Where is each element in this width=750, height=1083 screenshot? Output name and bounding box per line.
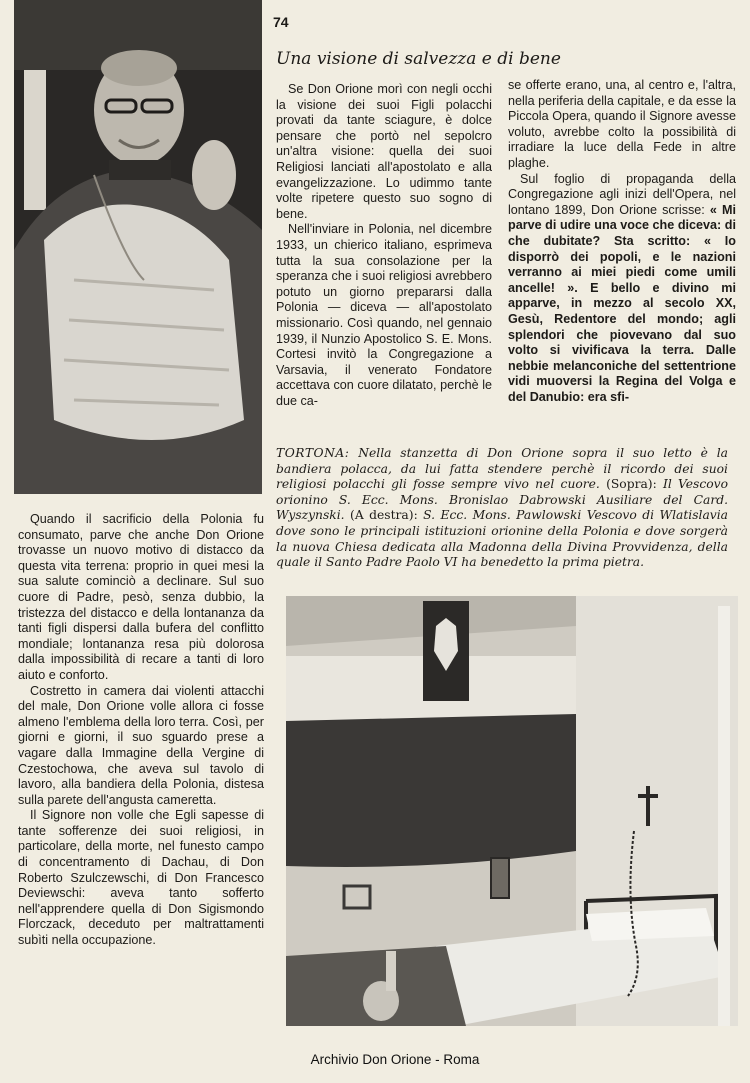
caption-text: Il Vescovo orionino S. Ecc. Mons. Bronislao Dabrowski Ausiliare del Card. Wyszynski. [276, 477, 728, 523]
quote-text: « Mi parve di udire una voce che diceva: di che dubitate? Sta scritto: « Io disporrò dei popoli, e le nazioni verranno ai miei piedi come umili ancelle! ». E bello e divino mi apparve, in mezzo al secolo XX, Gesù, Redentore del mondo; agli splendori che piovevano dal suo volto si vivificava la terra. Dalle nebbie melanconiche del settentrione vidi muoversi la Regina del Volga e del Danubio: era sfi- [508, 202, 736, 404]
section-heading: Una visione di salvezza e di bene [276, 49, 561, 69]
paragraph: Costretto in camera dai violenti attacchi del male, Don Orione volle allora ci fosse almeno l'emblema della loro terra. Così, per giorni e giorni, il suo sguardo prese a vagare dalla Immagine della Vergine di Czestochowa, che aveva sul tavolo di lavoro, alla bandiera della Polonia, distesa sulla parete dell'angusta cameretta. [18, 683, 264, 807]
paragraph [508, 172, 736, 406]
page-number: 74 [273, 14, 289, 30]
archive-credit: Archivio Don Orione - Roma [310, 1052, 480, 1067]
caption-place: TORTONA: [276, 446, 350, 460]
paragraph: se offerte erano, una, al centro e, l'altra, nella periferia della capitale, e da esse la Piccola Opera, quando il Signore avesse voluto, avrebbe colto la possibilità di irradiare la luce della Fede in altre plaghe. [508, 78, 736, 170]
text-column-3 [18, 512, 264, 1052]
paragraph: Il Signore non volle che Egli sapesse di tante sofferenze dei suoi religiosi, in particolare, della morte, nel funesto campo di concentramento di Dachau, di Don Roberto Szulczewschi, di Don Francesco Deviewschi: aveva tanto sofferto nell'apprendere quella di Don Sigismondo Florczack, deceduto per maltrattamenti subìti nella occupazione. [18, 808, 264, 948]
paragraph-text: Sul foglio di propaganda della Congregazione agli inizi dell'Opera, nel lontano 1899, Don Orione scrisse: [508, 171, 736, 217]
room-photo [286, 596, 738, 1026]
caption-text: Nella stanzetta di Don Orione sopra il suo letto è la bandiera polacca, da lui fatta stendere perchè il ricordo dei suoi religiosi polacchi gli fosse sempre vivo nel cuore. [276, 446, 728, 492]
paragraph: Quando il sacrificio della Polonia fu consumato, parve che anche Don Orione trovasse un nuovo motivo di distacco da questa vita terrena: proprio in quei mesi la sua salute cominciò a declinare. Sul suo cuore di Padre, pesò, senza dubbio, la tristezza del distacco e della lontananza da tanti figli dispersi dalla bufera del conflitto mondiale; lontananza resa più dolorosa dalla impossibilità di recare a tanti di loro aiuto e conforto. [18, 512, 264, 682]
paragraph: Se Don Orione morì con negli occhi la visione dei suoi Figli polacchi provati da tante sciagure, è dolce pensare che portò nel sepolcro un'altra visione: quella dei suoi Religiosi lanciati all'apostolato e alla evangelizzazione. Lo udimmo tante volte ripetere questo suo sogno di bene. [276, 82, 492, 221]
caption-label-sopra: (Sopra): [606, 477, 657, 492]
caption-text: S. Ecc. Mons. Pawlowski Vescovo di Wlatislavia dove sono le principali istituzioni orionine della Polonia e dove sorgerà la nuova Chiesa dedicata alla Madonna della Divina Provvidenza, della quale il Santo Padre Paolo VI ha benedetto la prima pietra. [276, 508, 729, 570]
bishop-photo [14, 0, 262, 494]
caption-label-destra: (A destra): [350, 508, 418, 523]
paragraph: Nell'inviare in Polonia, nel dicembre 1933, un chierico italiano, esprimeva tutta la sua consolazione per la speranza che i suoi religiosi avrebbero potuto un giorno prepararsi dalla Polonia — diceva — all'apostolato missionario. Così quando, nel gennaio 1939, il Nunzio Apostolico S. E. Mons. Cortesi invitò la Congregazione a Varsavia, il venerato Fondatore accettava con cuore dilatato, perchè le due ca- [276, 222, 492, 408]
photo-caption [276, 446, 728, 571]
text-column-2 [508, 78, 736, 446]
text-column-1 [276, 82, 492, 448]
